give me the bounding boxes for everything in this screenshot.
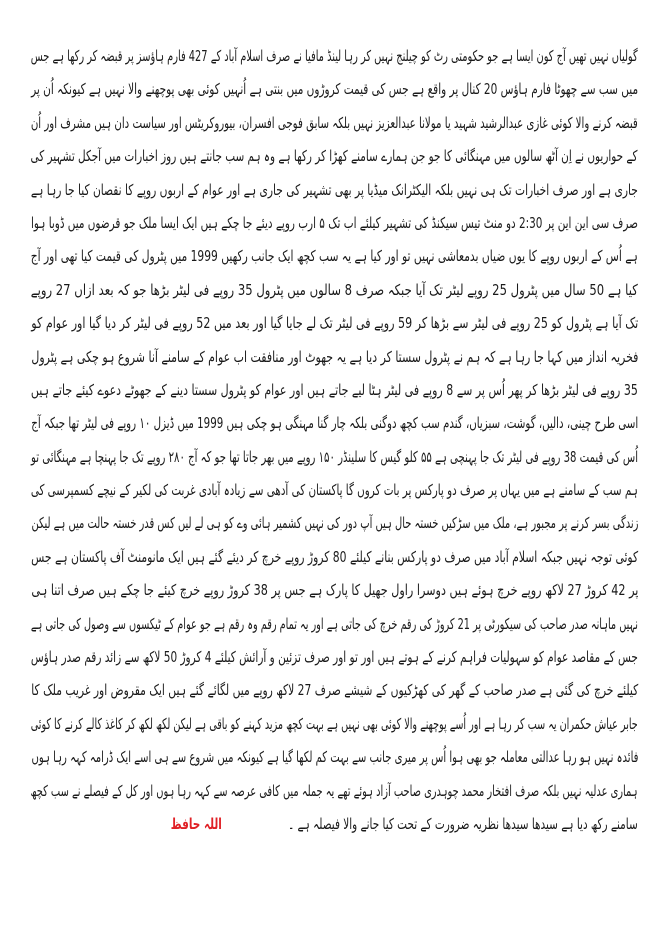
text-line-23 <box>31 775 638 808</box>
line-text: ہماری عدلیہ نہیں بلکہ صرف افتخار محمد چوہدری صاحب آزاد ہوئے تھے یہ جملہ میں کافی عرصہ سے کہہ رہا ہوں اور کل کے فیصلے نے سب کچھ <box>31 781 638 800</box>
text-line-15 <box>31 507 638 540</box>
line-text: اُس کی قیمت 38 روپے فی لیٹر تک جا پہنچی ہے ۵۵ کلو گیس کا سلینڈر ۱۵۰ روپے میں بھر جاتا تھا جو کہ آج ۲۸۰ روپے تک جا پہنچا ہے مہنگائی تو <box>31 447 638 466</box>
text-line-11 <box>31 374 638 407</box>
text-line-3 <box>31 107 638 140</box>
text-line-content <box>31 507 638 540</box>
line-text: سامنے رکھ دیا ہے سیدھا سیدھا نظریہ ضرورت کے تحت کیا جانے والا فیصلہ ہے ۔ <box>288 814 638 833</box>
text-line-5 <box>31 174 638 207</box>
line-text: جس کے مقاصد عوام کو سہولیات فراہم کرنے کے ہوتے ہیں اور تو اور صرف تزئین و آرائش کیلئے 4 کروڑ 50 لاکھ سے زائد رقم صدر ہاؤس <box>31 648 638 667</box>
line-text: نہیں ماہانہ صدر صاحب کی سیکورٹی پر 21 کروڑ کی رقم خرچ کی جاتی ہے اور یہ تمام رقم وہ رقم ہے جو عوام کے ٹیکسوں سے وصول کی جاتی ہے <box>31 614 638 633</box>
text-line-9 <box>31 307 638 340</box>
text-line-content <box>31 407 638 440</box>
text-line-12 <box>31 407 638 440</box>
text-line-4 <box>31 140 638 173</box>
closing-gap <box>222 828 288 829</box>
text-line-content <box>31 741 638 774</box>
text-line-content <box>31 341 638 374</box>
text-line-content <box>31 574 638 607</box>
text-line-7 <box>31 240 638 273</box>
text-line-19 <box>31 641 638 674</box>
text-line-content <box>31 441 638 474</box>
text-line-content <box>31 641 638 674</box>
line-text: 35 روپے فی لیٹر بڑھا کر پھر اُس پر سے 8 روپے فی لیٹر ہٹا لیے جاتے ہیں اور عوام کو پٹرول سستا دینے کے جھوٹے دعوے کیئے جاتے ہیں <box>31 380 638 399</box>
line-text: کیلئے خرچ کی گئی ہے صدر صاحب کے گھر کی کھڑکیوں کے شیشے صرف 27 لاکھ روپے میں لگائے گئے ہیں ایک مقروض اور غریب ملک کا <box>31 681 638 700</box>
line-text: اسی طرح چینی، دالیں، گوشت، سبزیاں، گندم سب کچھ دوگنی بلکہ چار گنا مہنگی ہو چکی ہیں 1999 میں ڈیزل ۱۰ روپے فی لیٹر تھا جبکہ آج <box>31 414 639 433</box>
text-line-content <box>31 207 638 240</box>
line-text: ہم سب کے سامنے ہے میں یہاں پر صرف دو پارکس پر بات کروں گا پاکستان کی آدھی سے زیادہ آبادی غربت کی لکیر کے نیچے کسمپرسی کی <box>31 481 638 500</box>
line-text: کے حواریوں نے اِن آٹھ سالوں میں مہنگائی کا جو جن ہمارے سامنے کھڑا کر رکھا ہے وہ ہم سب جانتے ہیں روز اخبارات میں آجکل تشہیر کی <box>31 147 638 166</box>
text-line-13 <box>31 441 638 474</box>
text-line-content <box>31 307 638 340</box>
line-text: جابر عیاش حکمران یہ سب کر رہا ہے اور اُسے پوچھنے والا کوئی بھی نہیں ہے بہت کچھ مزید کہنے کو باقی ہے لیکن لکھ لکھ کر کاغذ کالے کرنے کا کوئی <box>31 714 638 733</box>
line-text: کیا ہے 50 سال میں پٹرول 25 روپے لیٹر تک آیا جبکہ صرف 8 سالوں میں پٹرول 35 روپے فی لیٹر بڑھا جو کہ بعد ازاں 27 روپے <box>31 280 638 299</box>
text-line-content <box>31 708 638 741</box>
text-line-content <box>31 374 638 407</box>
line-text: صرف سی این این پر 2:30 دو منٹ تیس سیکنڈ کی تشہیر کیلئے اب تک ۵ ارب روپے دیئے جا چکے ہیں ایک ایسا ملک جو قرضوں میں ڈوبا ہوا <box>31 213 638 232</box>
line-text: پر 42 کروڑ 27 لاکھ روپے خرچ ہوئے ہیں دوسرا راول جھیل کا پارک ہے جس پر 38 کروڑ روپے خرچ کیئے جا چکے ہیں صرف اتنا ہی <box>31 581 638 600</box>
text-line-17 <box>31 574 638 607</box>
text-line-content <box>31 40 638 73</box>
text-line-22 <box>31 741 638 774</box>
text-line-6 <box>31 207 638 240</box>
text-line-content <box>171 808 638 841</box>
text-line-content <box>31 107 638 140</box>
article-body <box>31 40 638 841</box>
line-text: کوئی توجہ نہیں جبکہ اسلام آباد میں صرف دو پارکس بنانے کیلئے 80 کروڑ روپے خرچ کر دیئے گئے ہیں ایک مانومنٹ آف پاکستان ہے جس <box>31 547 638 566</box>
closing-salutation: اللہ حافظ <box>171 814 223 833</box>
text-line-10 <box>31 341 638 374</box>
text-line-18 <box>31 608 638 641</box>
line-text: قبضہ کرنے والا کوئی غازی عبدالرشید شہید یا مولانا عبدالعزیز نہیں بلکہ سابق فوجی افسران، بیوروکریٹس اور سیاست دان ہیں مشرف اور اُن <box>31 113 638 132</box>
text-line-content <box>31 240 638 273</box>
line-text: میں سب سے چھوٹا فارم ہاؤس 20 کنال پر واقع ہے جس کی قیمت کروڑوں میں بنتی ہے اُنہیں کوئی بھی پوچھنے والا نہیں ہے کیونکہ اُن پر <box>31 80 638 99</box>
text-line-20 <box>31 674 638 707</box>
text-line-2 <box>31 73 638 106</box>
text-line-content <box>31 608 638 641</box>
line-text: گولیاں نہیں تھیں آج کون ایسا ہے جو حکومتی رٹ کو چیلنج نہیں کر رہا لینڈ مافیا نے صرف اسلام آباد کے 427 فارم ہاؤسز پر قبضہ کر رکھا ہے جس <box>31 47 639 65</box>
text-line-content <box>31 140 638 173</box>
text-line-21 <box>31 708 638 741</box>
text-line-8 <box>31 274 638 307</box>
text-line-content <box>31 674 638 707</box>
text-line-content <box>31 274 638 307</box>
text-line-24 <box>31 808 638 841</box>
line-text: جاری ہے اور صرف اخبارات تک ہی نہیں بلکہ الیکٹرانک میڈیا پر بھی تشہیر کی جاری ہے اور عوام کے اربوں روپے کا نقصان کیا جا رہا ہے <box>31 180 638 199</box>
text-line-content <box>31 73 638 106</box>
text-line-content <box>31 541 638 574</box>
line-text: فائدہ نہیں ہو رہا عدالتی معاملہ جو بھی ہوا اُس پر میری جانب سے بہت کم لکھا گیا ہے کیونکہ میں شروع سے ہی اسے ایک ڈرامہ کہہ رہا ہوں <box>31 748 638 767</box>
text-line-1 <box>31 40 638 73</box>
line-text: فخریہ انداز میں کہا جا رہا ہے کہ ہم نے پٹرول سستا کر دیا ہے یہ جھوٹ اور منافقت اب عوام کے سامنے آنا شروع ہو چکی ہے پٹرول <box>31 347 638 366</box>
line-text: زندگی بسر کرنے پر مجبور ہے، ملک میں سڑکیں خستہ حال ہیں آپ دور کی نہیں کشمیر ہائی وے کو ہی لے لیں کس قدر خستہ حالت میں ہے لیکن <box>31 514 638 533</box>
text-line-content <box>31 775 638 808</box>
text-line-content <box>31 474 638 507</box>
text-line-14 <box>31 474 638 507</box>
text-line-content <box>31 174 638 207</box>
text-line-16 <box>31 541 638 574</box>
line-text: ہے اُس کے اربوں روپے کا یوں ضیاں بدمعاشی نہیں تو اور کیا ہے یہ سب کچھ ایک جانب رکھیں 1999 میں پٹرول کی قیمت کیا تھی اور آج <box>31 247 639 266</box>
line-text: تک آیا ہے پٹرول کو 25 روپے فی لیٹر سے بڑھا کر 59 روپے فی لیٹر تک لے جایا گیا اور بعد میں 52 روپے فی لیٹر کر دیا گیا اور عوام کو <box>31 314 638 333</box>
